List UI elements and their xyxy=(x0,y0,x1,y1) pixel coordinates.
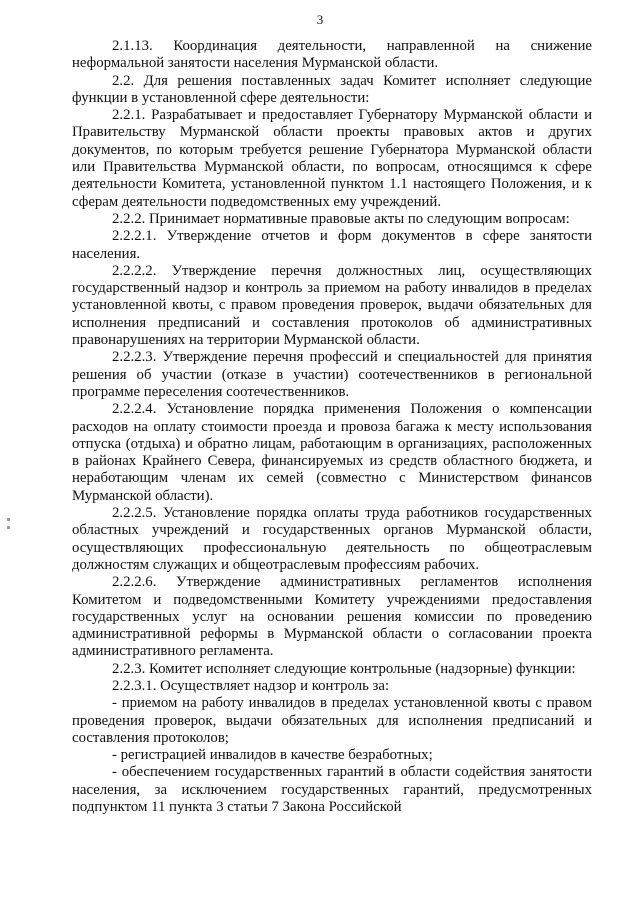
list-item-disabled-registration: - регистрацией инвалидов в качестве безработных; xyxy=(112,747,433,764)
paragraph-2-2: 2.2. Для решения поставленных задач Комитет исполняет следующие функции в установленной сфере деятельности: xyxy=(72,72,592,106)
document-body xyxy=(72,38,592,816)
paragraph-2-2-2-4: 2.2.2.4. Установление порядка применения Положения о компенсации расходов на оплату стоимости проезда и провоза багажа к месту использования отпуска (отдыха) и обратно лицам, работающим в организациях, расположенных в районах Крайнего Севера, финансируемых из средств областного бюджета, и неработающим членам их семей (совместно с Министерством финансов Мурманской области). xyxy=(72,401,592,504)
margin-scan-mark xyxy=(7,518,10,521)
list-item-disabled-employment: - приемом на работу инвалидов в пределах установленной квоты с правом проведения проверок, выдачи обязательных для исполнения предписаний и составления протоколов; xyxy=(72,695,592,746)
paragraph-2-2-3: 2.2.3. Комитет исполняет следующие контрольные (надзорные) функции: xyxy=(112,660,576,677)
page-number: 3 xyxy=(316,12,324,27)
paragraph-2-2-2-1: 2.2.2.1. Утверждение отчетов и форм документов в сфере занятости населения. xyxy=(72,228,592,262)
paragraph-2-2-2-3: 2.2.2.3. Утверждение перечня профессий и специальностей для принятия решения об участии (отказе в участии) соотечественников в региональной программе переселения соотечественников. xyxy=(72,349,592,400)
paragraph-2-2-2-5: 2.2.2.5. Установление порядка оплаты труда работников государственных областных учреждений и государственных органов Мурманской области, осуществляющих профессиональную деятельность по общеотраслевым должностям служащих и общеотраслевым профессиям рабочих. xyxy=(72,505,592,573)
paragraph-2-2-2: 2.2.2. Принимает нормативные правовые акты по следующим вопросам: xyxy=(112,210,570,227)
paragraph-2-2-2-2: 2.2.2.2. Утверждение перечня должностных лиц, осуществляющих государственный надзор и контроль за приемом на работу инвалидов в пределах установленной квоты, с правом проведения проверок, выдачи обязательных для исполнения предписаний и составления протоколов об административных правонарушениях на территории Мурманской области. xyxy=(72,262,592,349)
paragraph-2-2-3-1: 2.2.3.1. Осуществляет надзор и контроль за: xyxy=(112,677,390,694)
margin-scan-mark xyxy=(7,526,10,529)
paragraph-2-2-2-6: 2.2.2.6. Утверждение административных регламентов исполнения Комитетом и подведомственными Комитету учреждениями предоставления государственных услуг на основании решения комиссии по проведению административной реформы в Мурманской области о согласовании проекта административного регламента. xyxy=(72,574,592,660)
paragraph-2-2-1: 2.2.1. Разрабатывает и предоставляет Губернатору Мурманской области и Правительству Мурманской области проекты правовых актов и других документов, по которым требуется решение Губернатора Мурманской области или Правительства Мурманской области, по вопросам, относящимся к сфере деятельности Комитета, установленной пунктом 1.1 настоящего Положения, и к сферам деятельности подведомственных ему учреждений. xyxy=(72,107,592,210)
paragraph-2-1-13: 2.1.13. Координация деятельности, направленной на снижение неформальной занятости населения Мурманской области. xyxy=(72,38,592,72)
list-item-state-guarantees: - обеспечением государственных гарантий в области содействия занятости населения, за исключением государственных гарантий, предусмотренных подпунктом 11 пункта 3 статьи 7 Закона Российской xyxy=(72,764,592,816)
